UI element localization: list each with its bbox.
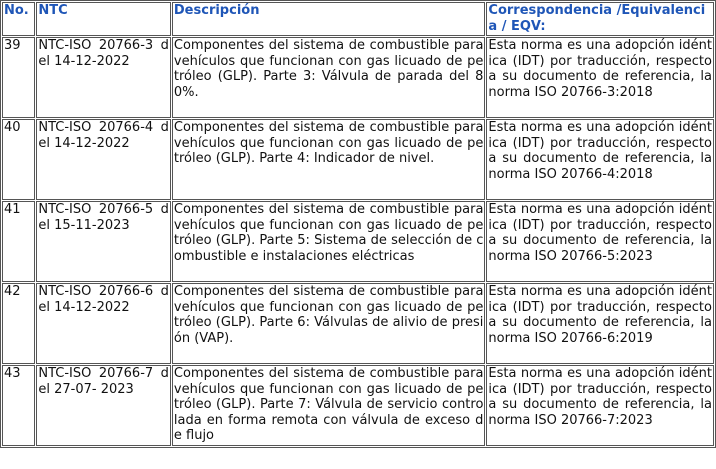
cell-descripcion: Componentes del sistema de combustible para vehículos que funcionan con gas licuado de petróleo (GLP). Parte 6: Válvulas de alivio de presión (VAP).: [172, 283, 486, 364]
header-correspondencia: Correspondencia /Equivalencia / EQV:: [486, 2, 714, 36]
cell-descripcion: Componentes del sistema de combustible para vehículos que funcionan con gas licuado de petróleo (GLP). Parte 4: Indicador de nivel.: [172, 119, 486, 200]
header-no: No.: [2, 2, 35, 36]
cell-correspondencia: Esta norma es una adopción idéntica (IDT) por traducción, respecto a su documento de referencia, la norma ISO 20766-3:2018: [486, 37, 714, 118]
cell-no: 43: [2, 365, 35, 446]
cell-descripcion: Componentes del sistema de combustible para vehículos que funcionan con gas licuado de petróleo (GLP). Parte 3: Válvula de parada del 80%.: [172, 37, 486, 118]
header-descripcion: Descripción: [172, 2, 486, 36]
cell-ntc: NTC-ISO 20766-3 del 14-12-2022: [36, 37, 171, 118]
cell-correspondencia: Esta norma es una adopción idéntica (IDT) por traducción, respecto a su documento de referencia, la norma ISO 20766-5:2023: [486, 201, 714, 282]
cell-no: 40: [2, 119, 35, 200]
cell-correspondencia: Esta norma es una adopción idéntica (IDT) por traducción, respecto a su documento de referencia, la norma ISO 20766-6:2019: [486, 283, 714, 364]
cell-ntc: NTC-ISO 20766-7 del 27-07- 2023: [36, 365, 171, 446]
table-row: [2, 365, 714, 446]
table-header-row: [2, 2, 714, 36]
cell-ntc: NTC-ISO 20766-5 del 15-11-2023: [36, 201, 171, 282]
cell-no: 41: [2, 201, 35, 282]
cell-no: 42: [2, 283, 35, 364]
table-row: [2, 37, 714, 118]
cell-descripcion: Componentes del sistema de combustible para vehículos que funcionan con gas licuado de petróleo (GLP). Parte 7: Válvula de servicio controlada en forma remota con válvula de exceso de flujo: [172, 365, 486, 446]
header-ntc: NTC: [36, 2, 171, 36]
cell-descripcion: Componentes del sistema de combustible para vehículos que funcionan con gas licuado de petróleo (GLP). Parte 5: Sistema de selección de combustible e instalaciones eléctricas: [172, 201, 486, 282]
table-row: [2, 119, 714, 200]
table-row: [2, 201, 714, 282]
cell-ntc: NTC-ISO 20766-4 del 14-12-2022: [36, 119, 171, 200]
cell-ntc: NTC-ISO 20766-6 del 14-12-2022: [36, 283, 171, 364]
table-row: [2, 283, 714, 364]
cell-correspondencia: Esta norma es una adopción idéntica (IDT) por traducción, respecto a su documento de referencia, la norma ISO 20766-7:2023: [486, 365, 714, 446]
cell-correspondencia: Esta norma es una adopción idéntica (IDT) por traducción, respecto a su documento de referencia, la norma ISO 20766-4:2018: [486, 119, 714, 200]
cell-no: 39: [2, 37, 35, 118]
